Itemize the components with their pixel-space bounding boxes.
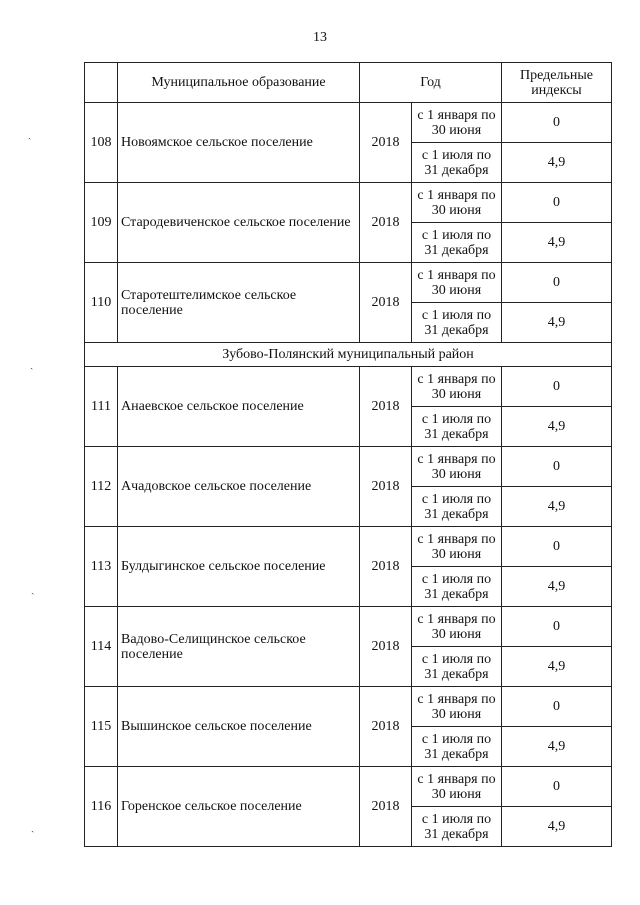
index-second-half: 4,9	[502, 487, 612, 527]
header-municipality: Муниципальное образование	[118, 63, 360, 103]
scan-mark: ˎ	[28, 129, 32, 140]
table-row	[85, 183, 612, 223]
table-row	[85, 263, 612, 303]
table-row	[85, 103, 612, 143]
year-cell: 2018	[360, 767, 412, 847]
period-first-half: с 1 января по 30 июня	[412, 183, 502, 223]
index-first-half: 0	[502, 687, 612, 727]
period-first-half: с 1 января по 30 июня	[412, 767, 502, 807]
table-row	[85, 527, 612, 567]
index-second-half: 4,9	[502, 407, 612, 447]
municipality-name: Анаевское сельское поселение	[118, 367, 360, 447]
row-number: 113	[85, 527, 118, 607]
table-row	[85, 767, 612, 807]
year-cell: 2018	[360, 183, 412, 263]
municipality-name: Старотештелимское сельское поселение	[118, 263, 360, 343]
period-first-half: с 1 января по 30 июня	[412, 687, 502, 727]
municipality-name: Стародевиченское сельское поселение	[118, 183, 360, 263]
period-second-half: с 1 июля по 31 декабря	[412, 407, 502, 447]
period-first-half: с 1 января по 30 июня	[412, 263, 502, 303]
row-number: 112	[85, 447, 118, 527]
municipality-name: Горенское сельское поселение	[118, 767, 360, 847]
index-second-half: 4,9	[502, 303, 612, 343]
table-row	[85, 607, 612, 647]
table-row	[85, 367, 612, 407]
scan-mark: ˎ	[30, 359, 34, 370]
period-first-half: с 1 января по 30 июня	[412, 607, 502, 647]
rows-after-section	[85, 367, 612, 847]
period-first-half: с 1 января по 30 июня	[412, 527, 502, 567]
index-first-half: 0	[502, 607, 612, 647]
period-second-half: с 1 июля по 31 декабря	[412, 303, 502, 343]
index-first-half: 0	[502, 263, 612, 303]
scan-mark: ˎ	[31, 822, 35, 833]
period-second-half: с 1 июля по 31 декабря	[412, 143, 502, 183]
header-indices: Предельные индексы	[502, 63, 612, 103]
index-first-half: 0	[502, 183, 612, 223]
index-second-half: 4,9	[502, 727, 612, 767]
section-title: Зубово-Полянский муниципальный район	[85, 343, 612, 367]
row-number: 115	[85, 687, 118, 767]
index-second-half: 4,9	[502, 807, 612, 847]
rows-before-section	[85, 103, 612, 343]
municipality-name: Вышинское сельское поселение	[118, 687, 360, 767]
year-cell: 2018	[360, 527, 412, 607]
period-second-half: с 1 июля по 31 декабря	[412, 807, 502, 847]
page-number: 13	[313, 30, 327, 45]
period-second-half: с 1 июля по 31 декабря	[412, 487, 502, 527]
year-cell: 2018	[360, 607, 412, 687]
row-number: 108	[85, 103, 118, 183]
index-second-half: 4,9	[502, 567, 612, 607]
index-first-half: 0	[502, 367, 612, 407]
index-first-half: 0	[502, 103, 612, 143]
table-header-row	[85, 63, 612, 103]
table-row	[85, 447, 612, 487]
period-second-half: с 1 июля по 31 декабря	[412, 647, 502, 687]
row-number: 109	[85, 183, 118, 263]
period-first-half: с 1 января по 30 июня	[412, 103, 502, 143]
index-first-half: 0	[502, 767, 612, 807]
index-first-half: 0	[502, 447, 612, 487]
year-cell: 2018	[360, 367, 412, 447]
header-number	[85, 63, 118, 103]
period-first-half: с 1 января по 30 июня	[412, 367, 502, 407]
scan-mark: ˎ	[31, 584, 35, 595]
index-second-half: 4,9	[502, 647, 612, 687]
municipality-name: Новоямское сельское поселение	[118, 103, 360, 183]
index-first-half: 0	[502, 527, 612, 567]
table-row	[85, 687, 612, 727]
row-number: 116	[85, 767, 118, 847]
period-second-half: с 1 июля по 31 декабря	[412, 727, 502, 767]
year-cell: 2018	[360, 263, 412, 343]
municipality-name: Ачадовское сельское поселение	[118, 447, 360, 527]
year-cell: 2018	[360, 687, 412, 767]
period-second-half: с 1 июля по 31 декабря	[412, 223, 502, 263]
year-cell: 2018	[360, 447, 412, 527]
municipality-name: Вадово-Селищинское сельское поселение	[118, 607, 360, 687]
section-row	[85, 343, 612, 367]
indices-table	[84, 62, 612, 847]
row-number: 111	[85, 367, 118, 447]
section-block	[85, 343, 612, 367]
header-year: Год	[360, 63, 502, 103]
row-number: 110	[85, 263, 118, 343]
index-second-half: 4,9	[502, 223, 612, 263]
municipality-name: Булдыгинское сельское поселение	[118, 527, 360, 607]
period-first-half: с 1 января по 30 июня	[412, 447, 502, 487]
period-second-half: с 1 июля по 31 декабря	[412, 567, 502, 607]
year-cell: 2018	[360, 103, 412, 183]
index-second-half: 4,9	[502, 143, 612, 183]
row-number: 114	[85, 607, 118, 687]
